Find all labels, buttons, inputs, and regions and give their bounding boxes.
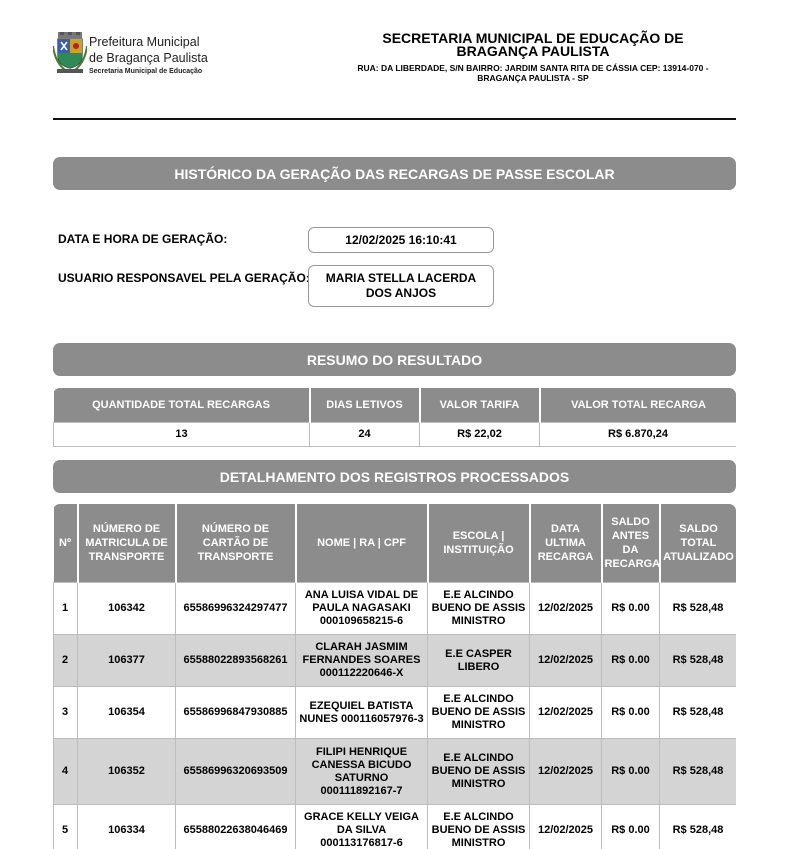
row-escola: E.E ALCINDO BUENO DE ASSIS MINISTRO bbox=[428, 583, 530, 635]
org-line2: de Bragança Paulista bbox=[89, 51, 208, 65]
row-data: 12/02/2025 bbox=[530, 805, 602, 849]
row-number: 5 bbox=[54, 805, 78, 849]
row-number: 1 bbox=[54, 583, 78, 635]
report-title-bar: HISTÓRICO DA GERAÇÃO DAS RECARGAS DE PASSE ESCOLAR bbox=[53, 157, 736, 190]
row-saldo-antes: R$ 0.00 bbox=[602, 805, 660, 849]
row-number: 3 bbox=[54, 687, 78, 739]
row-nome: GRACE KELLY VEIGA DA SILVA 000113176817-6 bbox=[296, 805, 428, 849]
row-saldo-antes: R$ 0.00 bbox=[602, 687, 660, 739]
generation-date-label: DATA E HORA DE GERAÇÃO: bbox=[58, 232, 228, 246]
secretaria-title: SECRETARIA MUNICIPAL DE EDUCAÇÃO DE BRAGANÇA PAULISTA bbox=[382, 30, 684, 59]
row-data: 12/02/2025 bbox=[530, 739, 602, 805]
summary-header-cell: VALOR TARIFA bbox=[420, 388, 540, 423]
generation-date-value: 12/02/2025 16:10:41 bbox=[308, 227, 494, 253]
row-matricula: 106377 bbox=[78, 635, 176, 687]
row-nome: CLARAH JASMIM FERNANDES SOARES 000112220646-X bbox=[296, 635, 428, 687]
details-table-wrapper bbox=[53, 504, 736, 849]
details-header-cell: ESCOLA | INSTITUIÇÃO bbox=[428, 504, 530, 583]
row-escola: E.E ALCINDO BUENO DE ASSIS MINISTRO bbox=[428, 687, 530, 739]
summary-table bbox=[53, 388, 736, 447]
secretaria-address: RUA: DA LIBERDADE, S/N BAIRRO: JARDIM SANTA RITA DE CÁSSIA CEP: 13914-070 - BRAGANÇA PAULISTA - SP bbox=[357, 63, 709, 83]
row-escola: E.E CASPER LIBERO bbox=[428, 635, 530, 687]
summary-header-cell: VALOR TOTAL RECARGA bbox=[540, 388, 737, 423]
row-cartao: 65586996320693509 bbox=[176, 739, 296, 805]
row-saldo-antes: R$ 0.00 bbox=[602, 739, 660, 805]
row-number: 2 bbox=[54, 635, 78, 687]
summary-value-cell: 24 bbox=[310, 423, 420, 447]
row-saldo-total: R$ 528,48 bbox=[660, 635, 737, 687]
row-matricula: 106352 bbox=[78, 739, 176, 805]
details-title-bar: DETALHAMENTO DOS REGISTROS PROCESSADOS bbox=[53, 460, 736, 493]
summary-value-row bbox=[54, 423, 737, 447]
row-matricula: 106342 bbox=[78, 583, 176, 635]
summary-value-cell: R$ 22,02 bbox=[420, 423, 540, 447]
table-row bbox=[54, 583, 737, 635]
generation-user-label: USUARIO RESPONSAVEL PELA GERAÇÃO: bbox=[58, 271, 310, 285]
row-saldo-total: R$ 528,48 bbox=[660, 583, 737, 635]
row-matricula: 106334 bbox=[78, 805, 176, 849]
details-header-cell: SALDO TOTAL ATUALIZADO bbox=[660, 504, 737, 583]
summary-header-cell: DIAS LETIVOS bbox=[310, 388, 420, 423]
row-data: 12/02/2025 bbox=[530, 583, 602, 635]
row-matricula: 106354 bbox=[78, 687, 176, 739]
summary-value-cell: 13 bbox=[54, 423, 310, 447]
page-header bbox=[53, 28, 736, 88]
header-divider bbox=[53, 118, 736, 120]
row-saldo-total: R$ 528,48 bbox=[660, 687, 737, 739]
summary-header-row bbox=[54, 388, 737, 423]
summary-table-wrapper bbox=[53, 388, 736, 448]
summary-value-cell: R$ 6.870,24 bbox=[540, 423, 737, 447]
row-nome: ANA LUISA VIDAL DE PAULA NAGASAKI 000109658215-6 bbox=[296, 583, 428, 635]
summary-header-cell: QUANTIDADE TOTAL RECARGAS bbox=[54, 388, 310, 423]
summary-title-bar: RESUMO DO RESULTADO bbox=[53, 343, 736, 376]
row-number: 4 bbox=[54, 739, 78, 805]
generation-user-value: MARIA STELLA LACERDA DOS ANJOS bbox=[308, 265, 494, 307]
row-saldo-total: R$ 528,48 bbox=[660, 739, 737, 805]
details-header-cell: DATA ULTIMA RECARGA bbox=[530, 504, 602, 583]
details-header-cell: Nº bbox=[54, 504, 78, 583]
details-header-cell: NÚMERO DE CARTÃO DE TRANSPORTE bbox=[176, 504, 296, 583]
row-cartao: 65586996324297477 bbox=[176, 583, 296, 635]
org-subtitle: Secretaria Municipal de Educação bbox=[89, 68, 203, 75]
table-row bbox=[54, 635, 737, 687]
row-data: 12/02/2025 bbox=[530, 635, 602, 687]
details-table bbox=[53, 504, 736, 849]
details-header-row bbox=[54, 504, 737, 583]
row-nome: FILIPI HENRIQUE CANESSA BICUDO SATURNO 000111892167-7 bbox=[296, 739, 428, 805]
secretaria-block bbox=[343, 32, 723, 83]
row-escola: E.E ALCINDO BUENO DE ASSIS MINISTRO bbox=[428, 739, 530, 805]
coat-of-arms-logo bbox=[53, 32, 87, 74]
details-header-cell: NÚMERO DE MATRICULA DE TRANSPORTE bbox=[78, 504, 176, 583]
row-cartao: 65588022638046469 bbox=[176, 805, 296, 849]
details-header-cell: NOME | RA | CPF bbox=[296, 504, 428, 583]
row-data: 12/02/2025 bbox=[530, 687, 602, 739]
row-saldo-antes: R$ 0.00 bbox=[602, 583, 660, 635]
row-cartao: 65588022893568261 bbox=[176, 635, 296, 687]
table-row bbox=[54, 687, 737, 739]
row-escola: E.E ALCINDO BUENO DE ASSIS MINISTRO bbox=[428, 805, 530, 849]
organization-name bbox=[89, 34, 208, 77]
table-row bbox=[54, 739, 737, 805]
org-line1: Prefeitura Municipal bbox=[89, 35, 200, 49]
row-saldo-antes: R$ 0.00 bbox=[602, 635, 660, 687]
row-nome: EZEQUIEL BATISTA NUNES 000116057976-3 bbox=[296, 687, 428, 739]
row-saldo-total: R$ 528,48 bbox=[660, 805, 737, 849]
table-row bbox=[54, 805, 737, 849]
details-header-cell: SALDO ANTES DA RECARGA bbox=[602, 504, 660, 583]
row-cartao: 65586996847930885 bbox=[176, 687, 296, 739]
